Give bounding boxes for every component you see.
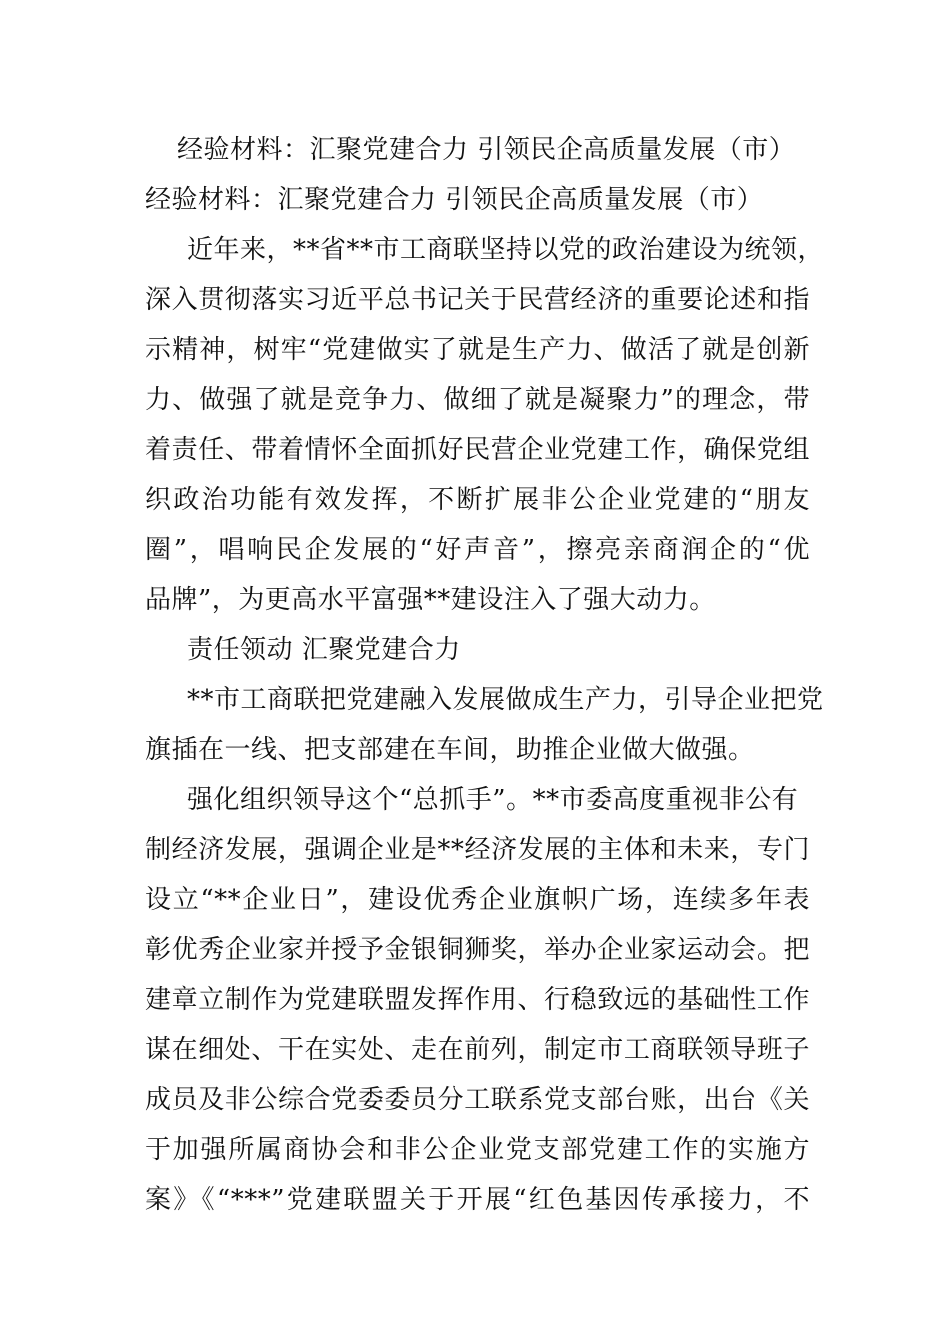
paragraph-line: 强化组织领导这个“总抓手”。**市委高度重视非公有 — [187, 785, 799, 815]
paragraph-line: 设立“**企业日”，建设优秀企业旗帜广场，连续多年表 — [145, 885, 810, 915]
paragraph-line: 彰优秀企业家并授予金银铜狮奖，举办企业家运动会。把 — [145, 935, 810, 965]
paragraph-line: 制经济发展，强调企业是**经济发展的主体和未来，专门 — [145, 835, 810, 865]
paragraph-line: 织政治功能有效发挥，不断扩展非公企业党建的“朋友 — [145, 485, 810, 515]
paragraph-line: 谋在细处、干在实处、走在前列，制定市工商联领导班子 — [145, 1035, 810, 1065]
section-heading: 责任领动 汇聚党建合力 — [187, 635, 461, 665]
paragraph-line: 建章立制作为党建联盟发挥作用、行稳致远的基础性工作 — [145, 985, 810, 1015]
paragraph-line: **市工商联把党建融入发展做成生产力，引导企业把党 — [187, 685, 824, 715]
paragraph-line: 圈”，唱响民企发展的“好声音”，擦亮亲商润企的“优 — [145, 535, 810, 565]
paragraph-line: 深入贯彻落实习近平总书记关于民营经济的重要论述和指 — [145, 285, 810, 315]
document-title-line-2: 经验材料：汇聚党建合力 引领民企高质量发展（市） — [145, 185, 764, 215]
paragraph-line: 着责任、带着情怀全面抓好民营企业党建工作，确保党组 — [145, 435, 810, 465]
paragraph-line: 成员及非公综合党委委员分工联系党支部台账，出台《关 — [145, 1085, 810, 1115]
paragraph-line: 案》《“***”党建联盟关于开展“红色基因传承接力，不 — [145, 1185, 810, 1215]
paragraph-line: 品牌”，为更高水平富强**建设注入了强大动力。 — [145, 585, 716, 615]
paragraph-line: 旗插在一线、把支部建在车间，助推企业做大做强。 — [145, 735, 755, 765]
paragraph-line: 力、做强了就是竞争力、做细了就是凝聚力”的理念，带 — [145, 385, 810, 415]
document-title-line-1: 经验材料：汇聚党建合力 引领民企高质量发展（市） — [177, 135, 796, 165]
paragraph-line: 示精神，树牢“党建做实了就是生产力、做活了就是创新 — [145, 335, 810, 365]
paragraph-line: 于加强所属商协会和非公企业党支部党建工作的实施方 — [145, 1135, 810, 1165]
paragraph-line: 近年来，**省**市工商联坚持以党的政治建设为统领， — [187, 235, 825, 265]
